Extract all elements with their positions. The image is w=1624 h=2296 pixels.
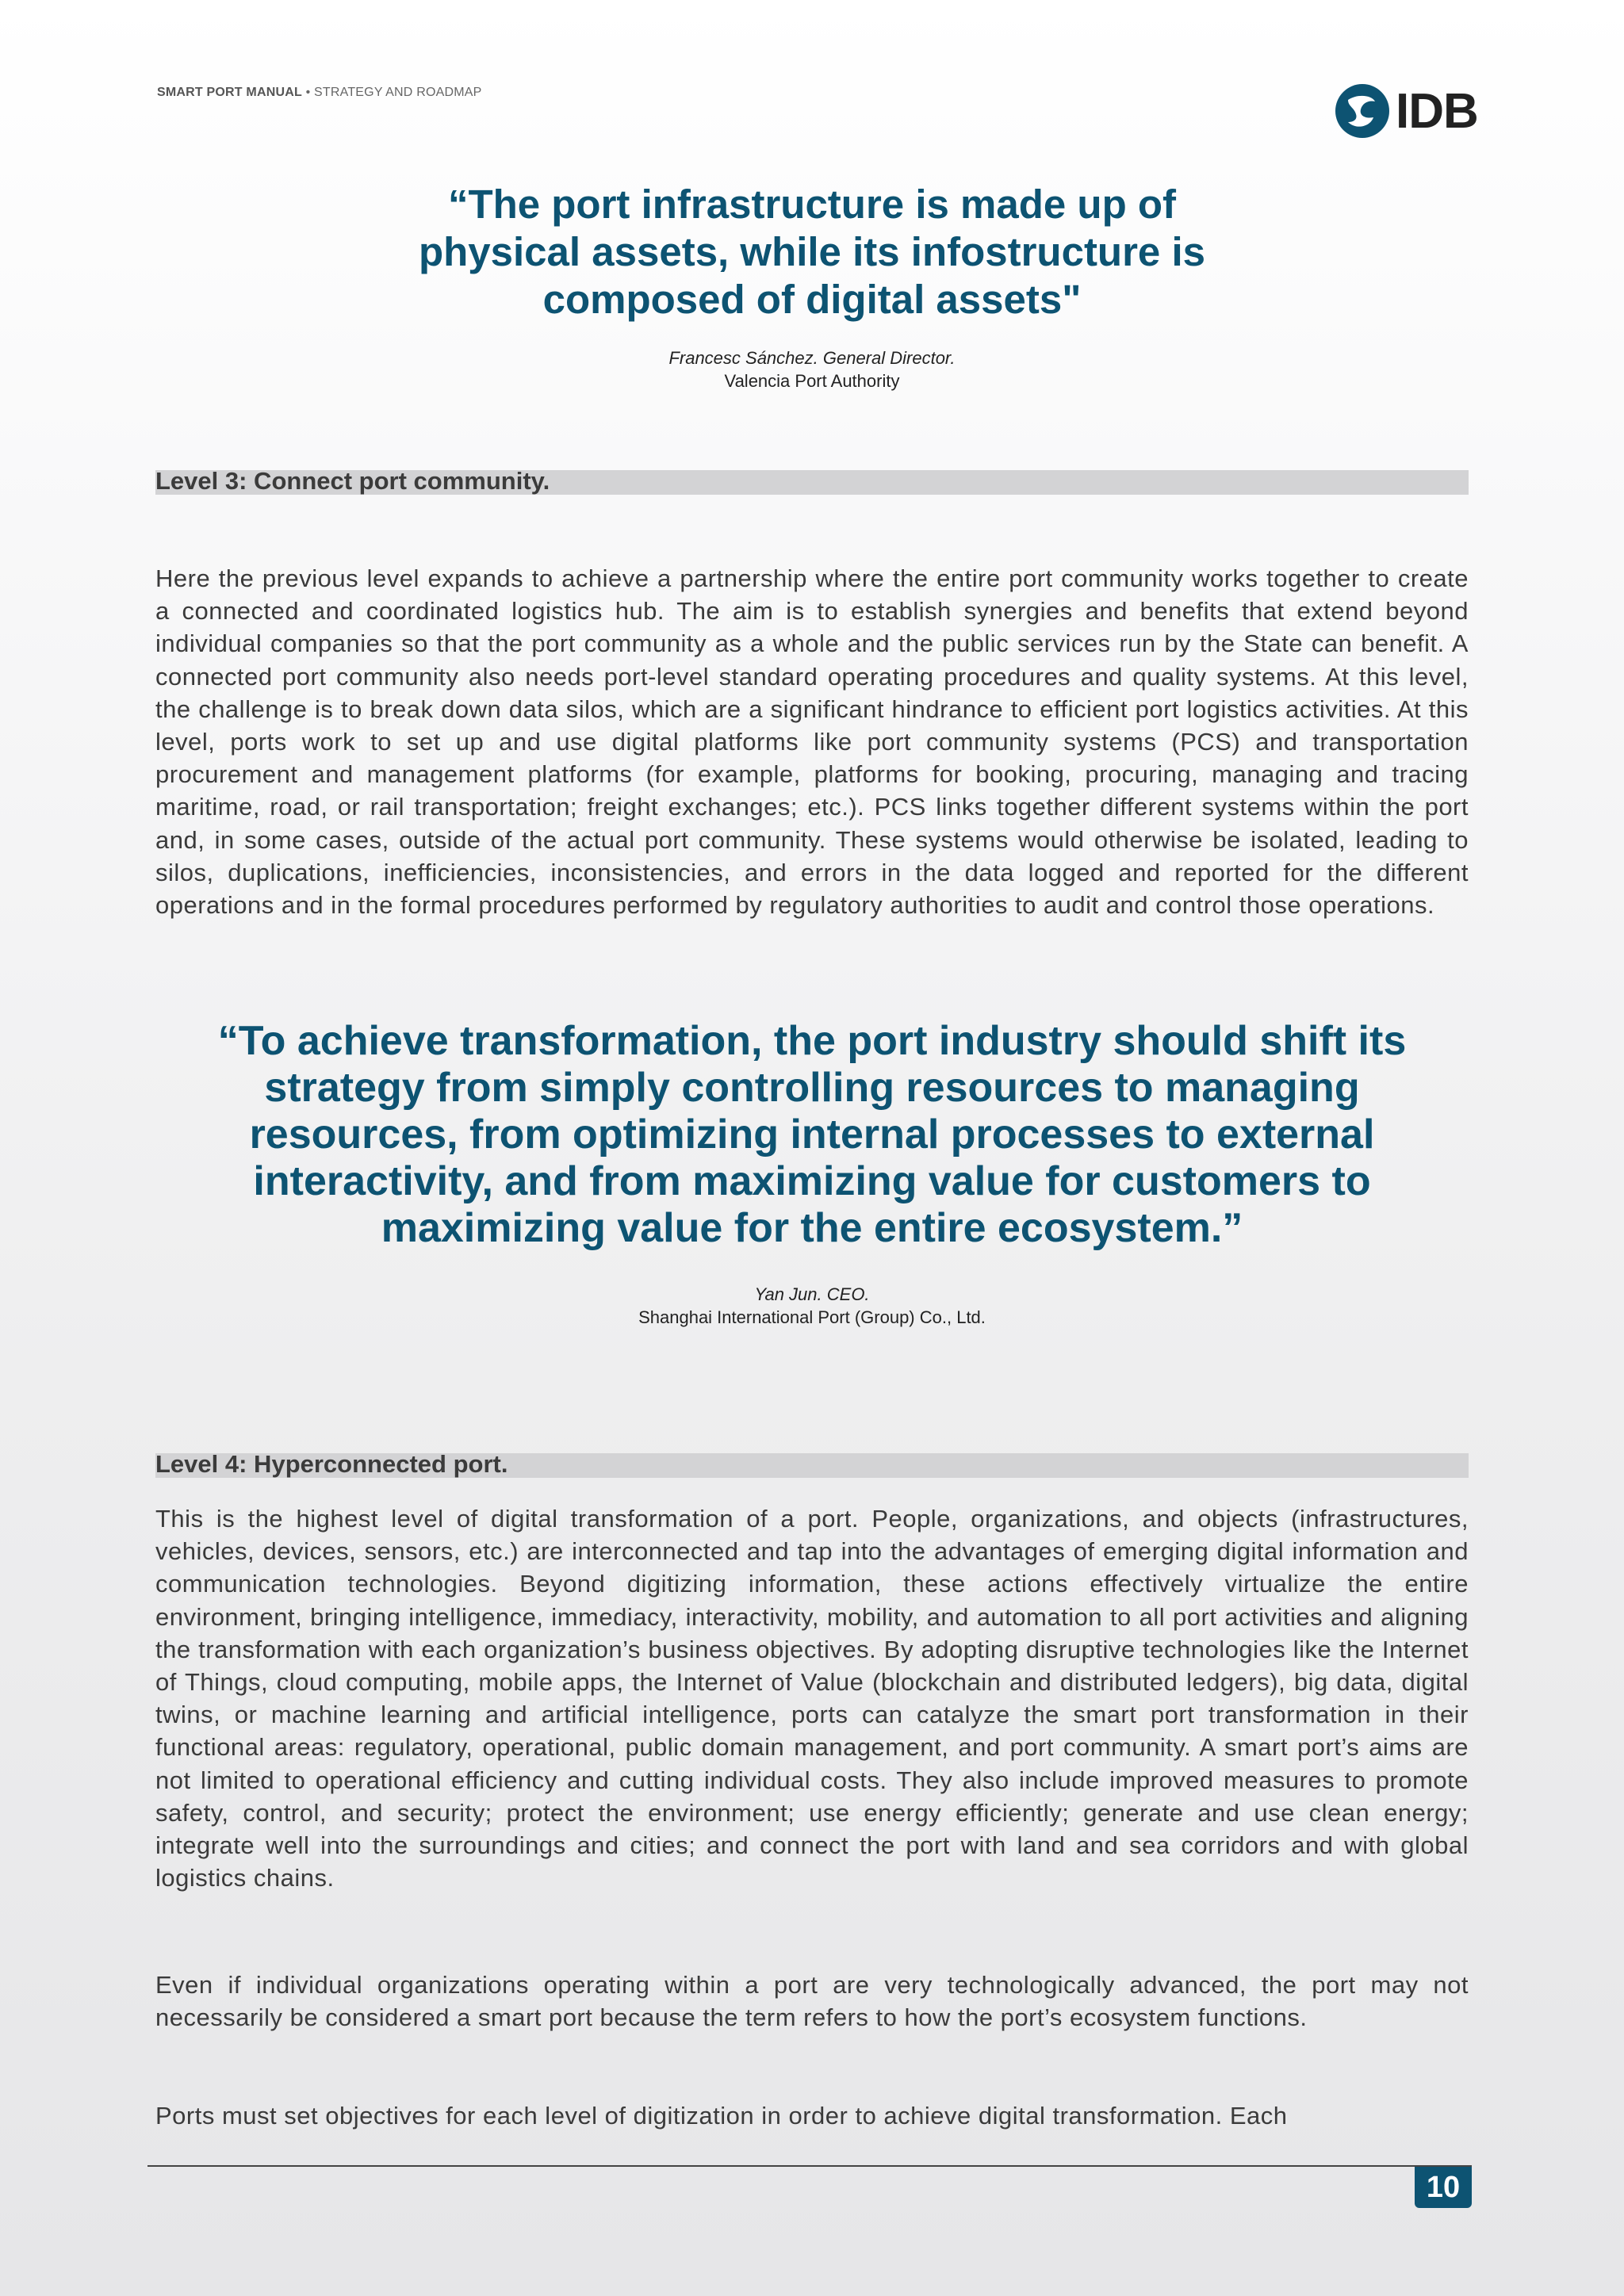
level-3-heading	[155, 467, 1469, 495]
level-4-paragraph-3: Ports must set objectives for each level of digitization in order to achieve digital transformation. Each	[155, 2102, 1288, 2130]
level-3-heading-text: Level 3: Connect port community.	[155, 467, 550, 495]
quote-1-author: Francesc Sánchez. General Director.	[668, 348, 956, 368]
quote-1-attribution	[155, 346, 1469, 392]
running-head	[157, 86, 482, 100]
level-4-heading	[155, 1450, 1469, 1478]
running-head-separator: •	[301, 86, 315, 99]
level-4-paragraph-2: Even if individual organizations operating within a port are very technologically advanced, the port may not necessarily be considered a smart port because the term refers to how the port’s ecosystem functions.	[155, 1971, 1469, 2032]
manual-title: SMART PORT MANUAL	[157, 86, 302, 99]
quote-2-attribution	[155, 1283, 1469, 1329]
quote-1-organization: Valencia Port Authority	[724, 371, 900, 391]
quote-2-author: Yan Jun. CEO.	[754, 1284, 870, 1304]
level-3-paragraph: Here the previous level expands to achieve a partnership where the entire port community works together to create a connected and coordinated logistics hub. The aim is to establish synergies and benefits that extend beyond individual companies so that the port community as a whole and the public services run by the State can benefit. A connected port community also needs port-level standard operating procedures and quality systems. At this level, the challenge is to break down data silos, which are a significant hindrance to efficient port logistics activities. At this level, ports work to set up and use digital platforms like port community systems (PCS) and transportation procurement and management platforms (for example, platforms for booking, procuring, managing and tracing maritime, road, or rail transportation; freight exchanges; etc.). PCS links together different systems within the port and, in some cases, outside of the actual port community. These systems would otherwise be isolated, leading to silos, duplications, inefficiencies, inconsistencies, and errors in the data logged and reported for the different operations and in the formal procedures performed by regulatory authorities to audit and control those operations.	[155, 564, 1469, 920]
footer-rule	[147, 2165, 1472, 2167]
pull-quote-1: “The port infrastructure is made up of physical assets, while its infostructure is composed of digital assets"	[418, 182, 1205, 322]
level-4-heading-text: Level 4: Hyperconnected port.	[155, 1450, 508, 1478]
logo-wordmark: IDB	[1396, 84, 1478, 139]
idb-logo	[1334, 82, 1484, 141]
page-number: 10	[1415, 2167, 1472, 2208]
quote-2-organization: Shanghai International Port (Group) Co., Ltd.	[638, 1307, 986, 1327]
pull-quote-2: “To achieve transformation, the port industry should shift its strategy from simply controlling resources to managing resources, from optimizing internal processes to external interactivity, and from maximizing value for customers to maximizing value for the entire ecosystem.”	[217, 1018, 1407, 1251]
idb-emblem-icon	[1334, 82, 1391, 140]
section-title: STRATEGY AND ROADMAP	[314, 86, 482, 99]
level-4-paragraph-1: This is the highest level of digital transformation of a port. People, organizations, and objects (infrastructures, vehicles, devices, sensors, etc.) are interconnected and tap into the advantages of emerging digital information and communication technologies. Beyond digitizing information, these actions effectively virtualize the entire environment, bringing intelligence, immediacy, interactivity, mobility, and automation to all port activities and aligning the transformation with each organization’s business objectives. By adopting disruptive technologies like the Internet of Things, cloud computing, mobile apps, the Internet of Value (blockchain and distributed ledgers), big data, digital twins, or machine learning and artificial intelligence, ports can catalyze the smart port transformation in their functional areas: regulatory, operational, public domain management, and port community. A smart port’s aims are not limited to operational efficiency and cutting individual costs. They also include improved measures to promote safety, control, and security; protect the environment; use energy efficiently; generate and use clean energy; integrate well into the surroundings and cities; and connect the port with land and sea corridors and with global logistics chains.	[155, 1505, 1469, 1892]
